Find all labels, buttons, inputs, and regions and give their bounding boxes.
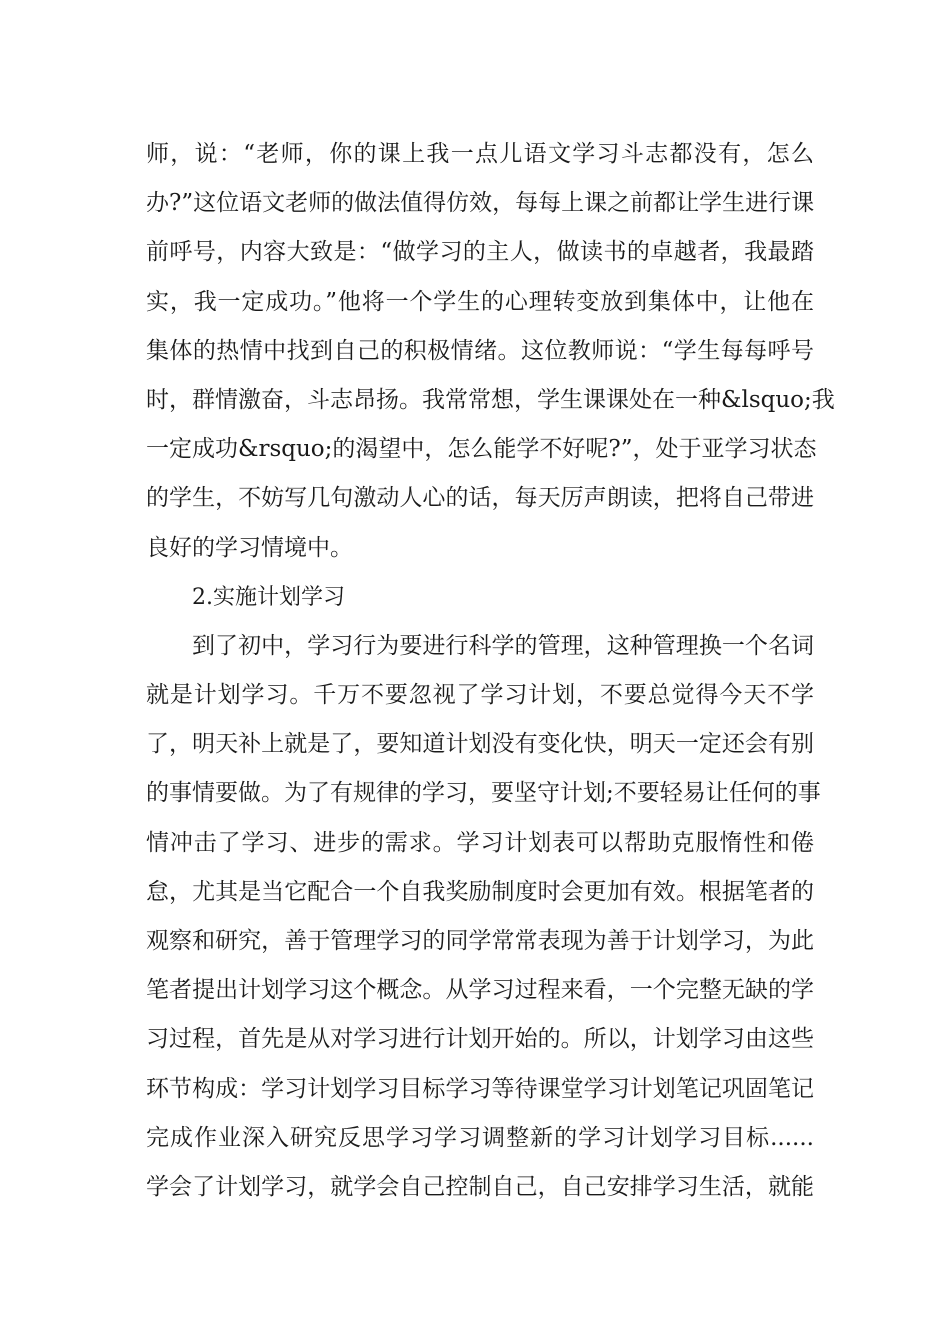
text-line: 习过程，首先是从对学习进行计划开始的。所以，计划学习由这些 — [146, 1026, 814, 1053]
text-line: 实，我一定成功。”他将一个学生的心理转变放到集体中，让他在 — [146, 288, 814, 315]
text-line: 环节构成：学习计划学习目标学习等待课堂学习计划笔记巩固笔记 — [146, 1075, 814, 1102]
text-line: 观察和研究，善于管理学习的同学常常表现为善于计划学习，为此 — [146, 928, 814, 954]
text-line: 学会了计划学习，就学会自己控制自己，自己安排学习生活，就能 — [146, 1173, 814, 1200]
text-line: 怠，尤其是当它配合一个自我奖励制度时会更加有效。根据笔者的 — [146, 878, 814, 905]
text-line: 师，说：“老师，你的课上我一点儿语文学习斗志都没有，怎么 — [146, 141, 814, 167]
text-line: 的学生，不妨写几句激动人心的话，每天厉声朗读，把将自己带进 — [146, 485, 814, 512]
body-text — [146, 130, 835, 1212]
text-line: 时，群情激奋，斗志昂扬。我常常想，学生课课处在一种&lsquo;我 — [146, 386, 835, 413]
text-line: 一定成功&rsquo;的渴望中，怎么能学不好呢?”，处于亚学习状态 — [146, 436, 817, 463]
text-line: 到了初中，学习行为要进行科学的管理，这种管理换一个名词 — [192, 632, 814, 659]
text-line: 前呼号，内容大致是：“做学习的主人，做读书的卓越者，我最踏 — [146, 239, 814, 266]
text-line: 就是计划学习。千万不要忽视了学习计划，不要总觉得今天不学 — [146, 682, 814, 709]
text-line: 情冲击了学习、进步的需求。学习计划表可以帮助克服惰性和倦 — [146, 829, 814, 856]
text-line: 办?”这位语文老师的做法值得仿效，每每上课之前都让学生进行课 — [146, 190, 815, 217]
text-line: 良好的学习情境中。 — [146, 534, 353, 561]
text-line: 的事情要做。为了有规律的学习，要坚守计划;不要轻易让任何的事 — [146, 780, 821, 807]
section-heading: 2.实施计划学习 — [192, 584, 345, 610]
text-line: 集体的热情中找到自己的积极情绪。这位教师说：“学生每每呼号 — [146, 337, 814, 364]
text-line: 了，明天补上就是了，要知道计划没有变化快，明天一定还会有别 — [146, 731, 814, 758]
text-line: 笔者提出计划学习这个概念。从学习过程来看，一个完整无缺的学 — [146, 977, 814, 1004]
text-line: 完成作业深入研究反思学习学习调整新的学习计划学习目标...... — [146, 1124, 814, 1151]
